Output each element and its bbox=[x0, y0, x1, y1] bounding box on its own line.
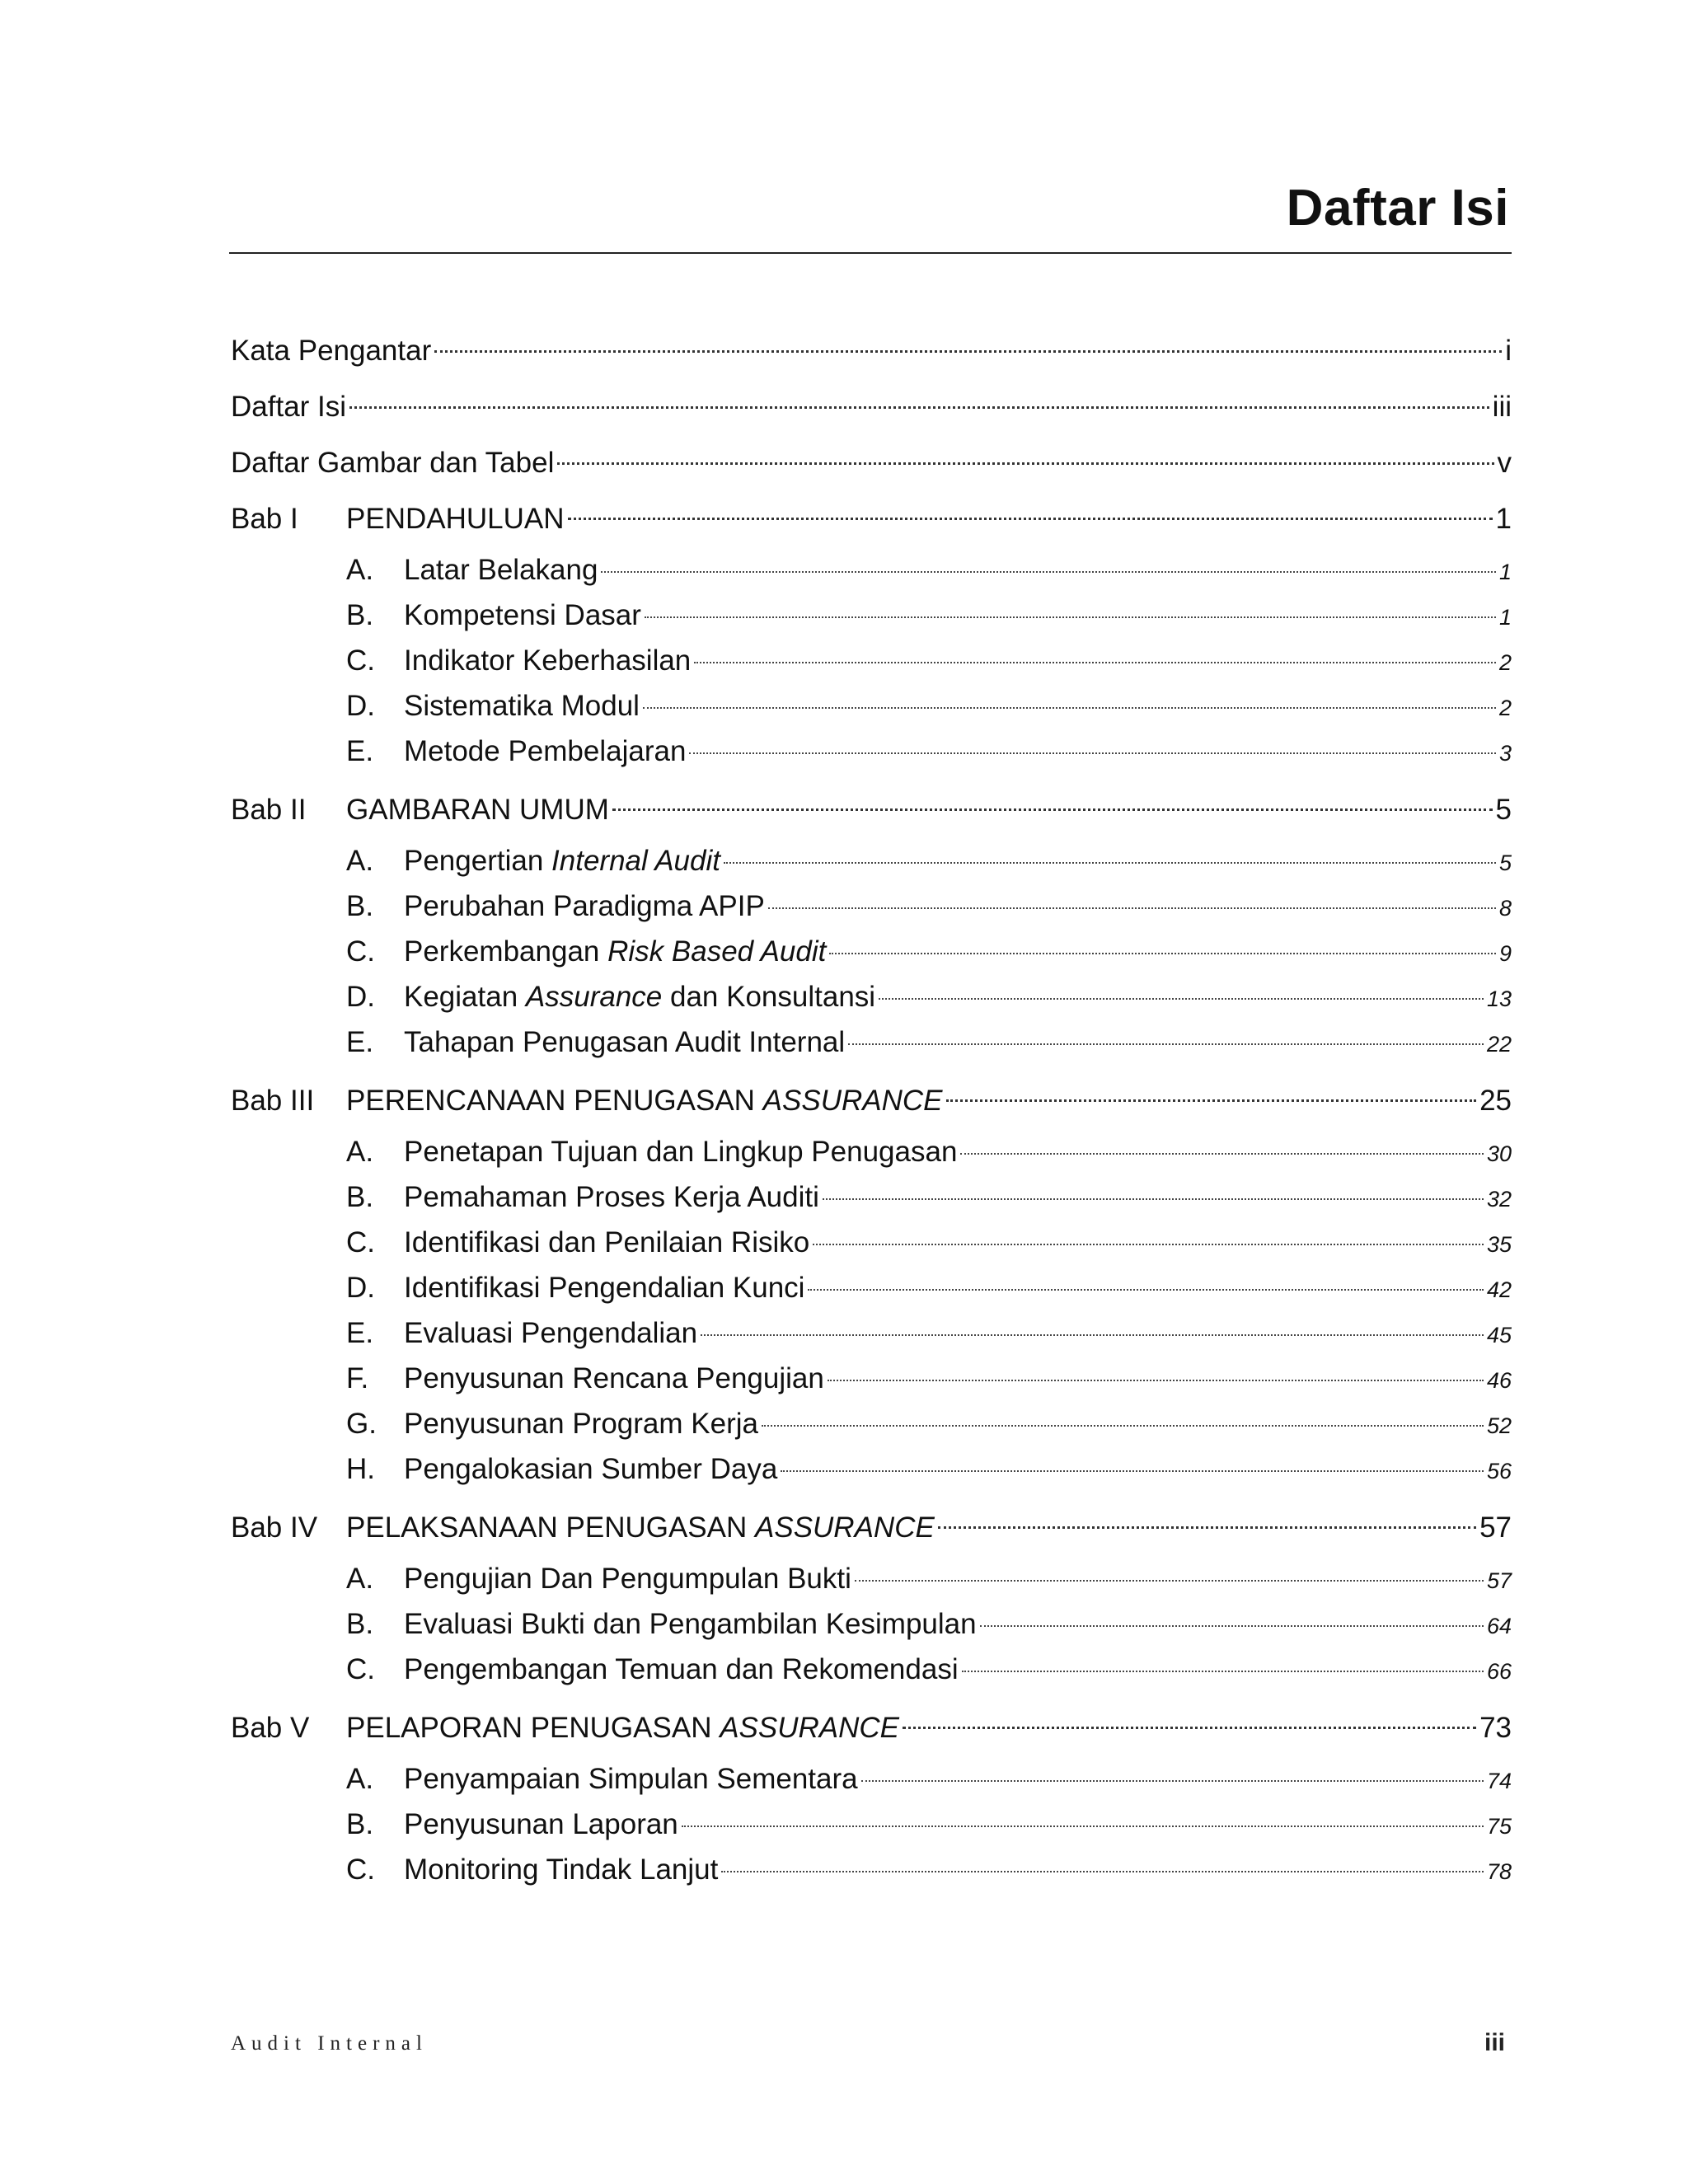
section-letter: A. bbox=[346, 1136, 374, 1168]
toc-section[interactable] bbox=[231, 593, 1512, 638]
section-title-italic: Risk Based Audit bbox=[607, 935, 827, 968]
chapter-number: Bab II bbox=[231, 794, 307, 826]
toc-page-number: 1 bbox=[1498, 605, 1512, 630]
section-title bbox=[404, 1847, 718, 1892]
section-letter: H. bbox=[346, 1453, 375, 1485]
section-title bbox=[404, 1802, 678, 1847]
section-title bbox=[404, 1310, 697, 1356]
dot-leader bbox=[813, 1244, 1484, 1245]
toc-section[interactable] bbox=[231, 729, 1512, 774]
section-letter: A. bbox=[346, 1563, 374, 1595]
dot-leader bbox=[938, 1526, 1476, 1529]
toc-section[interactable] bbox=[231, 1601, 1512, 1647]
toc-section[interactable] bbox=[231, 1802, 1512, 1847]
section-title bbox=[404, 683, 640, 729]
section-title bbox=[404, 1756, 858, 1802]
chapter-group bbox=[231, 782, 1512, 1065]
dot-leader bbox=[689, 752, 1496, 754]
dot-leader bbox=[855, 1580, 1484, 1582]
toc-page-number: 30 bbox=[1486, 1141, 1512, 1166]
toc-page-number: 64 bbox=[1486, 1614, 1512, 1638]
section-title-text: Evaluasi Bukti dan Pengambilan Kesimpulan bbox=[404, 1608, 977, 1640]
section-title bbox=[404, 729, 686, 774]
chapter-group bbox=[231, 491, 1512, 774]
chapter-number: Bab III bbox=[231, 1085, 315, 1117]
dot-leader bbox=[903, 1727, 1476, 1729]
dot-leader bbox=[848, 1043, 1484, 1045]
toc-chapter[interactable] bbox=[231, 1700, 1512, 1756]
toc-page-number: 73 bbox=[1479, 1712, 1512, 1744]
toc-section[interactable] bbox=[231, 1174, 1512, 1220]
chapter-number: Bab I bbox=[231, 503, 298, 535]
chapter-title-text: PENDAHULUAN bbox=[346, 503, 565, 535]
dot-leader bbox=[823, 1198, 1484, 1200]
toc-entry[interactable] bbox=[231, 435, 1512, 491]
dot-leader bbox=[768, 907, 1496, 909]
toc-page-number: 46 bbox=[1486, 1368, 1512, 1393]
section-title-text: Tahapan Penugasan Audit Internal bbox=[404, 1026, 846, 1058]
section-title-text: Penyampaian Simpulan Sementara bbox=[404, 1763, 858, 1795]
section-title-text: Perkembangan bbox=[404, 935, 608, 968]
dot-leader bbox=[724, 862, 1496, 864]
toc-section[interactable] bbox=[231, 883, 1512, 929]
dot-leader bbox=[879, 998, 1484, 1000]
toc-page-number: 35 bbox=[1486, 1232, 1512, 1257]
toc-page-number: 25 bbox=[1479, 1085, 1512, 1117]
toc-section[interactable] bbox=[231, 683, 1512, 729]
section-title-text: Perubahan Paradigma APIP bbox=[404, 890, 765, 922]
section-title-text: Indikator Keberhasilan bbox=[404, 644, 692, 677]
section-title-text: Identifikasi Pengendalian Kunci bbox=[404, 1272, 805, 1304]
chapter-group bbox=[231, 1500, 1512, 1692]
dot-leader bbox=[349, 406, 1489, 409]
toc-page-number: 2 bbox=[1498, 696, 1512, 720]
toc-section[interactable] bbox=[231, 974, 1512, 1019]
dot-leader bbox=[434, 350, 1502, 353]
section-letter: B. bbox=[346, 1181, 374, 1213]
section-title-text: dan Konsultansi bbox=[662, 981, 876, 1013]
dot-leader bbox=[946, 1099, 1477, 1102]
toc-page-number: 8 bbox=[1498, 896, 1512, 921]
chapter-title-text: GAMBARAN UMUM bbox=[346, 794, 609, 826]
dot-leader bbox=[643, 707, 1496, 709]
section-title bbox=[404, 1556, 851, 1601]
section-letter: G. bbox=[346, 1408, 377, 1440]
section-title-text: Pemahaman Proses Kerja Auditi bbox=[404, 1181, 819, 1213]
toc-page-number: 1 bbox=[1495, 503, 1512, 535]
section-letter: E. bbox=[346, 1026, 374, 1058]
footer-page-number: iii bbox=[1484, 2029, 1505, 2056]
section-title bbox=[404, 883, 765, 929]
toc-page-number: 42 bbox=[1486, 1277, 1512, 1302]
chapter-title bbox=[346, 1073, 943, 1129]
chapter-title-text: PERENCANAAN PENUGASAN bbox=[346, 1085, 763, 1117]
toc-page-number: 45 bbox=[1486, 1323, 1512, 1347]
table-of-contents bbox=[231, 323, 1512, 1900]
section-title-text: Pengalokasian Sumber Daya bbox=[404, 1453, 778, 1485]
page-title: Daftar Isi bbox=[1286, 180, 1509, 237]
dot-leader bbox=[962, 1671, 1484, 1672]
section-letter: D. bbox=[346, 1272, 375, 1304]
section-letter: A. bbox=[346, 845, 374, 877]
section-letter: B. bbox=[346, 599, 374, 631]
toc-entry[interactable] bbox=[231, 379, 1512, 435]
section-title-italic: Assurance bbox=[525, 981, 663, 1013]
chapter-title bbox=[346, 782, 609, 838]
toc-section[interactable] bbox=[231, 1265, 1512, 1310]
dot-leader bbox=[828, 1380, 1484, 1381]
toc-page-number: 57 bbox=[1479, 1511, 1512, 1544]
section-letter: D. bbox=[346, 690, 375, 722]
chapter-number: Bab V bbox=[231, 1712, 310, 1744]
section-letter: D. bbox=[346, 981, 375, 1013]
toc-page-number: 5 bbox=[1495, 794, 1512, 826]
toc-entry-label: Kata Pengantar bbox=[231, 335, 432, 367]
section-title bbox=[404, 1401, 758, 1446]
section-letter: B. bbox=[346, 890, 374, 922]
dot-leader bbox=[601, 571, 1496, 573]
toc-section[interactable] bbox=[231, 1847, 1512, 1892]
toc-section[interactable] bbox=[231, 1310, 1512, 1356]
section-title-text: Penyusunan Rencana Pengujian bbox=[404, 1362, 824, 1394]
toc-chapter[interactable] bbox=[231, 1500, 1512, 1556]
section-title-text: Kegiatan bbox=[404, 981, 526, 1013]
toc-chapter[interactable] bbox=[231, 782, 1512, 838]
dot-leader bbox=[701, 1334, 1484, 1336]
dot-leader bbox=[808, 1289, 1484, 1291]
toc-section[interactable] bbox=[231, 1647, 1512, 1692]
toc-page-number: 1 bbox=[1498, 560, 1512, 584]
dot-leader bbox=[612, 808, 1493, 811]
chapter-title-italic: ASSURANCE bbox=[720, 1712, 900, 1744]
toc-chapter[interactable] bbox=[231, 491, 1512, 547]
dot-leader bbox=[980, 1625, 1484, 1627]
section-title bbox=[404, 1174, 819, 1220]
toc-section[interactable] bbox=[231, 1446, 1512, 1492]
toc-section[interactable] bbox=[231, 1019, 1512, 1065]
section-title-italic: Internal Audit bbox=[551, 845, 720, 877]
section-title bbox=[404, 1601, 977, 1647]
section-title bbox=[404, 838, 720, 883]
toc-page-number: 57 bbox=[1486, 1568, 1512, 1593]
toc-entry-label: Daftar Gambar dan Tabel bbox=[231, 447, 555, 479]
dot-leader bbox=[829, 953, 1496, 954]
dot-leader bbox=[960, 1153, 1484, 1155]
section-title bbox=[404, 1129, 957, 1174]
section-title-text: Pengembangan Temuan dan Rekomendasi bbox=[404, 1653, 959, 1685]
section-title bbox=[404, 638, 691, 683]
title-rule bbox=[229, 252, 1512, 254]
section-title-text: Latar Belakang bbox=[404, 554, 598, 586]
toc-page-number: 32 bbox=[1486, 1187, 1512, 1212]
dot-leader bbox=[557, 462, 1493, 465]
section-title bbox=[404, 1220, 809, 1265]
chapter-title bbox=[346, 491, 565, 547]
toc-page-number: 22 bbox=[1486, 1032, 1512, 1057]
section-letter: E. bbox=[346, 735, 374, 767]
toc-page-number: 78 bbox=[1486, 1859, 1512, 1884]
section-letter: E. bbox=[346, 1317, 374, 1349]
toc-page-number: 3 bbox=[1498, 741, 1512, 766]
toc-section[interactable] bbox=[231, 1220, 1512, 1265]
section-title-text: Pengujian Dan Pengumpulan Bukti bbox=[404, 1563, 851, 1595]
toc-section[interactable] bbox=[231, 838, 1512, 883]
toc-page-number: 66 bbox=[1486, 1659, 1512, 1684]
section-title-text: Pengertian bbox=[404, 845, 552, 877]
section-title bbox=[404, 1647, 959, 1692]
toc-section[interactable] bbox=[231, 1129, 1512, 1174]
chapter-title-italic: ASSURANCE bbox=[755, 1511, 935, 1544]
section-title-text: Kompetensi Dasar bbox=[404, 599, 641, 631]
section-letter: B. bbox=[346, 1808, 374, 1840]
section-title bbox=[404, 1265, 804, 1310]
toc-section[interactable] bbox=[231, 1401, 1512, 1446]
section-letter: F. bbox=[346, 1362, 369, 1394]
dot-leader bbox=[645, 616, 1496, 618]
toc-page-number: 5 bbox=[1498, 851, 1512, 875]
toc-section[interactable] bbox=[231, 1556, 1512, 1601]
toc-page-number: 9 bbox=[1498, 941, 1512, 966]
toc-page-number: 52 bbox=[1486, 1413, 1512, 1438]
toc-page-number: 75 bbox=[1486, 1814, 1512, 1839]
section-title-text: Penyusunan Laporan bbox=[404, 1808, 678, 1840]
toc-page-number: iii bbox=[1492, 391, 1512, 423]
section-title-text: Metode Pembelajaran bbox=[404, 735, 687, 767]
toc-section[interactable] bbox=[231, 547, 1512, 593]
footer-running-title: Audit Internal bbox=[231, 2032, 428, 2055]
chapter-title-italic: ASSURANCE bbox=[762, 1085, 943, 1117]
dot-leader bbox=[682, 1825, 1484, 1827]
dot-leader bbox=[861, 1780, 1484, 1782]
chapter-title-text: PELAPORAN PENUGASAN bbox=[346, 1712, 720, 1744]
toc-section[interactable] bbox=[231, 1356, 1512, 1401]
section-title-text: Sistematika Modul bbox=[404, 690, 640, 722]
section-title-text: Identifikasi dan Penilaian Risiko bbox=[404, 1226, 810, 1258]
section-title bbox=[404, 593, 641, 638]
dot-leader bbox=[781, 1470, 1484, 1472]
dot-leader bbox=[694, 662, 1496, 663]
chapter-title bbox=[346, 1700, 899, 1756]
section-title bbox=[404, 547, 598, 593]
section-letter: C. bbox=[346, 1653, 375, 1685]
chapter-group bbox=[231, 1700, 1512, 1892]
dot-leader bbox=[762, 1425, 1484, 1427]
toc-entry-label: Daftar Isi bbox=[231, 391, 347, 423]
section-letter: A. bbox=[346, 554, 374, 586]
chapter-number: Bab IV bbox=[231, 1511, 318, 1544]
toc-page-number: i bbox=[1505, 335, 1512, 367]
toc-section[interactable] bbox=[231, 929, 1512, 974]
chapter-title bbox=[346, 1500, 935, 1556]
dot-leader bbox=[568, 518, 1493, 520]
chapter-title-text: PELAKSANAAN PENUGASAN bbox=[346, 1511, 755, 1544]
toc-page-number: 13 bbox=[1486, 987, 1512, 1011]
dot-leader bbox=[721, 1871, 1484, 1872]
toc-section[interactable] bbox=[231, 1756, 1512, 1802]
section-title bbox=[404, 1356, 824, 1401]
section-letter: C. bbox=[346, 1854, 375, 1886]
section-letter: C. bbox=[346, 935, 375, 968]
toc-entry[interactable] bbox=[231, 323, 1512, 379]
toc-page-number: 56 bbox=[1486, 1459, 1512, 1483]
toc-page-number: 2 bbox=[1498, 650, 1512, 675]
section-letter: B. bbox=[346, 1608, 374, 1640]
chapter-group bbox=[231, 1073, 1512, 1492]
toc-page-number: 74 bbox=[1486, 1769, 1512, 1793]
section-title bbox=[404, 1446, 777, 1492]
section-title-text: Penyusunan Program Kerja bbox=[404, 1408, 758, 1440]
section-title bbox=[404, 1019, 845, 1065]
section-title bbox=[404, 974, 875, 1019]
section-title-text: Penetapan Tujuan dan Lingkup Penugasan bbox=[404, 1136, 958, 1168]
toc-chapter[interactable] bbox=[231, 1073, 1512, 1129]
section-title-text: Monitoring Tindak Lanjut bbox=[404, 1854, 719, 1886]
section-letter: A. bbox=[346, 1763, 374, 1795]
section-title-text: Evaluasi Pengendalian bbox=[404, 1317, 698, 1349]
section-letter: C. bbox=[346, 644, 375, 677]
toc-page-number: v bbox=[1497, 447, 1512, 479]
section-title bbox=[404, 929, 826, 974]
section-letter: C. bbox=[346, 1226, 375, 1258]
toc-section[interactable] bbox=[231, 638, 1512, 683]
